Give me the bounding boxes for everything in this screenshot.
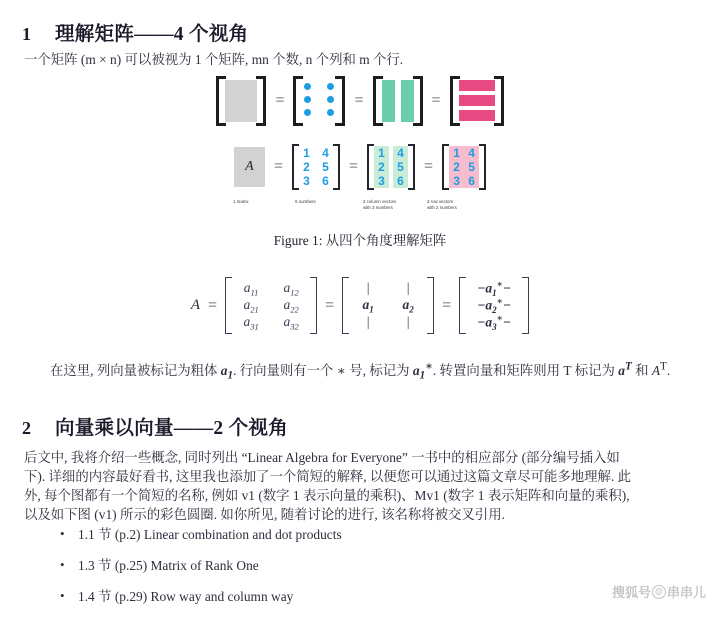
- figure-caption-row-vectors: 3 row vectors with 2 numbers: [427, 199, 457, 210]
- column-vector-bar: [382, 80, 395, 122]
- section-2-paragraph-line-3: 外, 每个图都有一个简短的名称, 例如 v1 (数字 1 表示向量的乘积)、Mv1 (数字 1 表示矩阵和向量的乘积),: [24, 488, 630, 503]
- numeric-matrix-grid-columns: [374, 146, 408, 188]
- row-vector-bar: [459, 110, 495, 121]
- matrix-cell: 3: [374, 174, 389, 188]
- matrix-cell: 4: [322, 146, 329, 160]
- view-rows-bracket: [450, 76, 504, 126]
- row-vector-bar: [459, 95, 495, 106]
- section-2-heading: [22, 412, 288, 440]
- number-dot: [327, 83, 334, 90]
- figure-1-caption: Figure 1: 从四个角度理解矩阵: [273, 233, 447, 248]
- matrix-cell: 6: [464, 174, 479, 188]
- equals-sign-2: =: [354, 92, 364, 109]
- matrix-cell: 1: [374, 146, 389, 160]
- matrix-cell: 6: [322, 174, 329, 188]
- entry-a31: $a_{31}$: [243, 313, 259, 332]
- view-numbers-bracket: [293, 76, 345, 126]
- matrix-label-A: A: [234, 147, 265, 187]
- equals-sign-4: =: [273, 158, 283, 175]
- vertical-bar-icon: |: [366, 314, 370, 330]
- grey-matrix-block: [225, 80, 257, 122]
- entries-matrix: [225, 277, 317, 334]
- row-vector-matrix: [459, 277, 529, 334]
- matrix-cell: 5: [464, 160, 479, 174]
- figure-caption-numbers: 6 numbers: [295, 199, 316, 204]
- number-dot: [304, 83, 311, 90]
- list-item: • 1.4 节 (p.29) Row way and column way: [60, 588, 680, 605]
- matrix-cell: 3: [303, 174, 310, 188]
- entry-a11: $a_{11}$: [243, 279, 259, 298]
- at-sign-icon: @: [652, 585, 666, 599]
- equals-sign-1: =: [275, 92, 285, 109]
- entry-a32: $a_{32}$: [283, 313, 299, 332]
- column-vector-a1: $a_1$: [362, 296, 374, 315]
- matrix-decomposition-equation: [0, 277, 720, 334]
- matrix-cell: 2: [303, 160, 310, 174]
- reference-bullet-list: [60, 526, 680, 619]
- section-2-title: 向量乘以向量——2 个视角: [55, 418, 289, 439]
- section-1-title: 理解矩阵——4 个视角: [55, 24, 249, 45]
- watermark: [612, 582, 706, 601]
- figure-number-row: [0, 136, 720, 198]
- column-vector-a2: $a_2$: [402, 296, 414, 315]
- watermark-prefix: 搜狐号: [611, 585, 651, 600]
- column-vector-bar: [401, 80, 414, 122]
- matrix-cell: 3: [449, 174, 464, 188]
- entry-a12: $a_{12}$: [283, 279, 299, 298]
- number-dot: [327, 109, 334, 116]
- equals-sign-6: =: [424, 158, 434, 175]
- matrix-cell: 1: [449, 146, 464, 160]
- row-vector-a1star: $-a_1^∗-$: [477, 278, 512, 299]
- notation-paragraph: [24, 358, 696, 386]
- column-vector-grid: [351, 280, 425, 331]
- six-numbers-dot-grid: [302, 80, 336, 122]
- list-item: • 1.1 节 (p.2) Linear combination and dot products: [60, 526, 680, 543]
- entry-a22: $a_{22}$: [283, 296, 299, 315]
- row-vector-a2star: $-a_2^∗-$: [477, 295, 512, 316]
- watermark-name: 串串儿: [666, 585, 706, 600]
- numeric-matrix-column-highlight: [367, 144, 415, 190]
- section-2-paragraph-line-1: 后文中, 我将介绍一些概念, 同时列出 “Linear Algebra for Everyone” 一书中的相应部分 (部分编号插入如: [24, 450, 620, 465]
- row-vectors-stack: [459, 80, 495, 122]
- vertical-bar-icon: |: [366, 280, 370, 296]
- number-dot: [327, 96, 334, 103]
- equation-lhs-A: A: [190, 297, 201, 313]
- figure-1: [0, 72, 720, 198]
- numeric-matrix-grid: [299, 146, 333, 188]
- figure-shape-row: [0, 72, 720, 130]
- section-2-number: 2: [22, 418, 32, 438]
- matrix-cell: 4: [464, 146, 479, 160]
- entries-grid: [234, 280, 308, 331]
- section-1-heading: [22, 18, 248, 46]
- matrix-cell: 5: [393, 160, 408, 174]
- row-vector-bar: [459, 80, 495, 91]
- row-vector-a3star: $-a_3^∗-$: [477, 312, 512, 333]
- figure-caption-matrix: 1 matrix: [233, 199, 249, 204]
- matrix-cell: 4: [393, 146, 408, 160]
- column-vector-matrix: [342, 277, 434, 334]
- vertical-bar-icon: |: [406, 280, 410, 296]
- matrix-cell: 2: [449, 160, 464, 174]
- entry-a21: $a_{21}$: [243, 296, 259, 315]
- column-vectors-pair: [382, 80, 414, 122]
- equation-equals-3: =: [442, 296, 452, 314]
- equals-sign-5: =: [348, 158, 359, 175]
- matrix-cell: 5: [322, 160, 329, 174]
- equals-sign-3: =: [431, 92, 441, 109]
- section-2-paragraph: [24, 448, 696, 524]
- list-item: • 1.3 节 (p.25) Matrix of Rank One: [60, 557, 680, 574]
- numeric-matrix-row-highlight: [442, 144, 486, 190]
- equation-equals-1: =: [208, 296, 218, 314]
- figure-view-captions: [0, 199, 720, 211]
- section-2-paragraph-line-2: 下). 详细的内容最好看书, 这里我也添加了一个简短的解释, 以便您可以通过这篇文章尽可能多地理解. 此: [24, 469, 632, 484]
- numeric-matrix-plain: [292, 144, 340, 190]
- matrix-cell: 6: [393, 174, 408, 188]
- equation-equals-2: =: [325, 296, 335, 314]
- notation-text: 在这里, 列向量被标记为粗体 $a_1$. 行向量则有一个 ∗ 号, 标记为 $a_1^∗$. 转置向量和矩阵则用 T 标记为 $a^T$ 和 $A^T$.: [50, 361, 671, 383]
- section-2-paragraph-line-4: 以及如下图 (v1) 所示的彩色圆圈. 如你所见, 随着讨论的进行, 该名称将被交叉引用.: [24, 507, 505, 522]
- number-dot: [304, 96, 311, 103]
- matrix-cell: 1: [303, 146, 310, 160]
- matrix-cell: 2: [374, 160, 389, 174]
- numeric-matrix-grid-rows: [449, 146, 479, 188]
- view-matrix-bracket: [216, 76, 266, 126]
- section-1-number: 1: [22, 24, 32, 44]
- view-columns-bracket: [373, 76, 423, 126]
- number-dot: [304, 109, 311, 116]
- vertical-bar-icon: |: [406, 314, 410, 330]
- row-vector-grid: [468, 280, 520, 331]
- section-1-intro-paragraph: 一个矩阵 (m × n) 可以被视为 1 个矩阵, mn 个数, n 个列和 m 个行.: [24, 52, 404, 67]
- figure-caption-column-vectors: 2 column vectors with 3 numbers: [363, 199, 397, 210]
